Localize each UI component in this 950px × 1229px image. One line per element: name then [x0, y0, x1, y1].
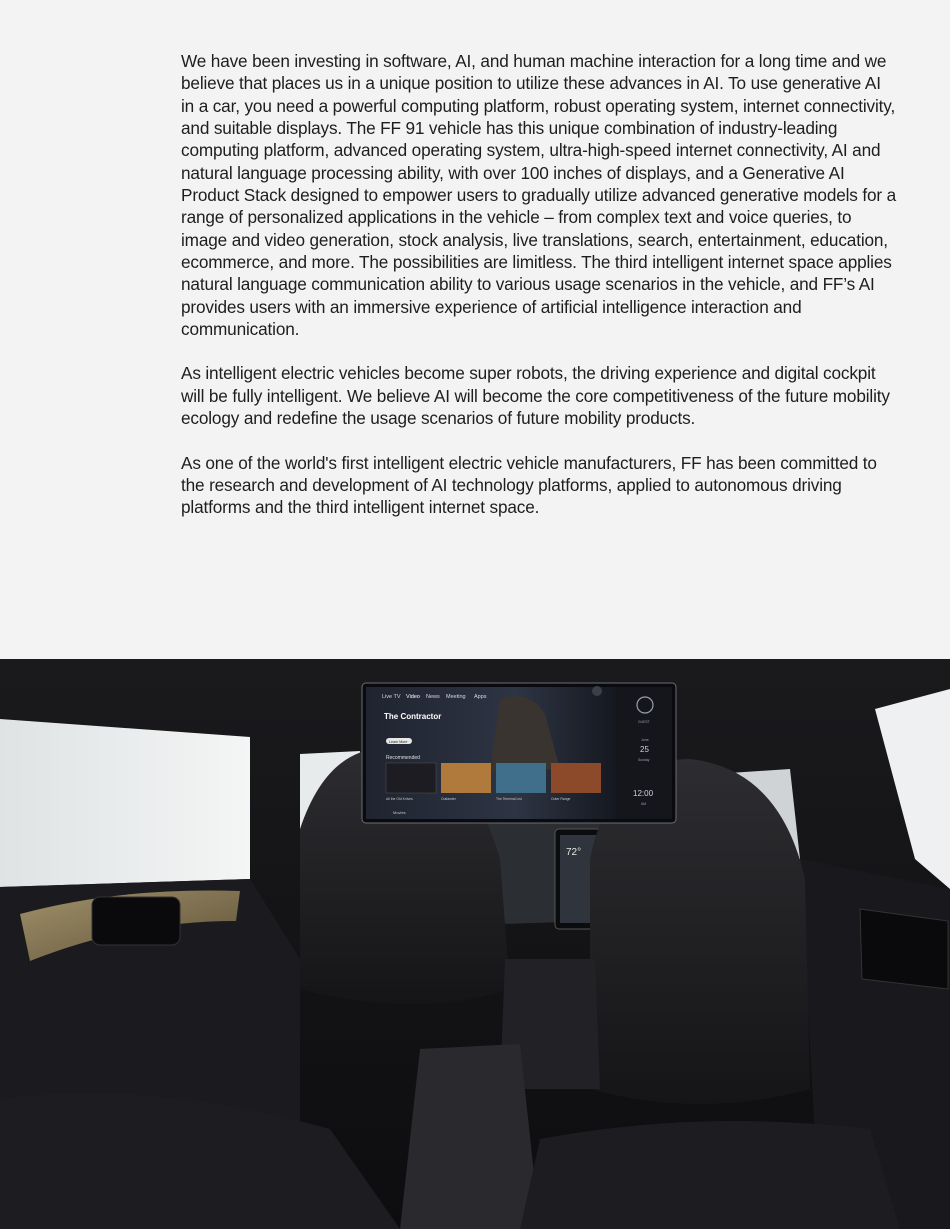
clock-ampm: AM	[641, 802, 647, 806]
feature-button: Learn More	[389, 740, 408, 744]
screen-search-icon	[592, 686, 602, 696]
rear-armrest	[400, 1044, 540, 1229]
tab-meeting: Meeting	[446, 694, 466, 700]
car-interior-illustration	[0, 659, 950, 1229]
card-1	[386, 763, 436, 793]
car-interior-photo	[0, 659, 950, 1229]
rear-seat-right	[520, 1121, 900, 1229]
paragraph-ai-investment: We have been investing in software, AI, and human machine interaction for a long time and we believe that places us in a unique position to utilize these advances in AI. To use generative AI in a car, you need a powerful computing platform, robust operating system, internet connectivity, and suitable displays. The FF 91 vehicle has this unique combination of industry-leading computing platform, advanced operating system, ultra-high-speed internet connectivity, AI and natural language processing ability, with over 100 inches of displays, and a Generative AI Product Stack designed to empower users to gradually utilize advanced generative models for a range of personalized applications in the vehicle – from complex text and voice queries, to image and video generation, stock analysis, live translations, search, entertainment, education, ecommerce, and more. The possibilities are limitless. The third intelligent internet space applies natural language communication ability to various usage scenarios in the vehicle, and FF’s AI provides users with an immersive experience of artificial intelligence interaction and communication.	[181, 51, 897, 340]
guest-label: GUEST	[638, 720, 650, 724]
card-4	[551, 763, 601, 793]
card-2	[441, 763, 491, 793]
tab-live-tv: Live TV	[382, 694, 401, 700]
card-2-title: Outlander	[441, 797, 456, 801]
card-3	[496, 763, 546, 793]
date-day: 25	[640, 745, 649, 754]
date-weekday: Sunday	[638, 758, 650, 762]
tab-news: News	[426, 694, 440, 700]
paragraph-ff-commitment: As one of the world's first intelligent electric vehicle manufacturers, FF has been committed to the research and development of AI technology platforms, applied to autonomous driving platforms and the third intelligent internet space.	[181, 452, 877, 518]
recommended-title: Recommended	[386, 755, 420, 761]
door-control-panel	[92, 897, 180, 945]
movies-row-title: Movies	[393, 810, 406, 815]
right-control-panel	[860, 909, 948, 989]
date-month: June	[641, 738, 649, 742]
article-body	[181, 50, 897, 541]
card-4-title: Outer Range	[551, 797, 571, 801]
tab-apps: Apps	[474, 694, 487, 700]
clock-time: 12:00	[633, 789, 654, 798]
feature-title: The Contractor	[384, 712, 442, 721]
paragraph-intelligent-vehicles: As intelligent electric vehicles become super robots, the driving experience and digital cockpit will be fully intelligent. We believe AI will become the core competitiveness of the future mobility ecology and redefine the usage scenarios of future mobility products.	[181, 363, 890, 429]
card-1-title: All the Old Knives	[386, 797, 413, 801]
center-display-temp: 72°	[566, 847, 582, 858]
left-window	[0, 719, 250, 887]
ceiling-screen	[362, 683, 676, 823]
card-3-title: The Terminal List	[496, 797, 522, 801]
tab-video: Video	[406, 694, 420, 700]
